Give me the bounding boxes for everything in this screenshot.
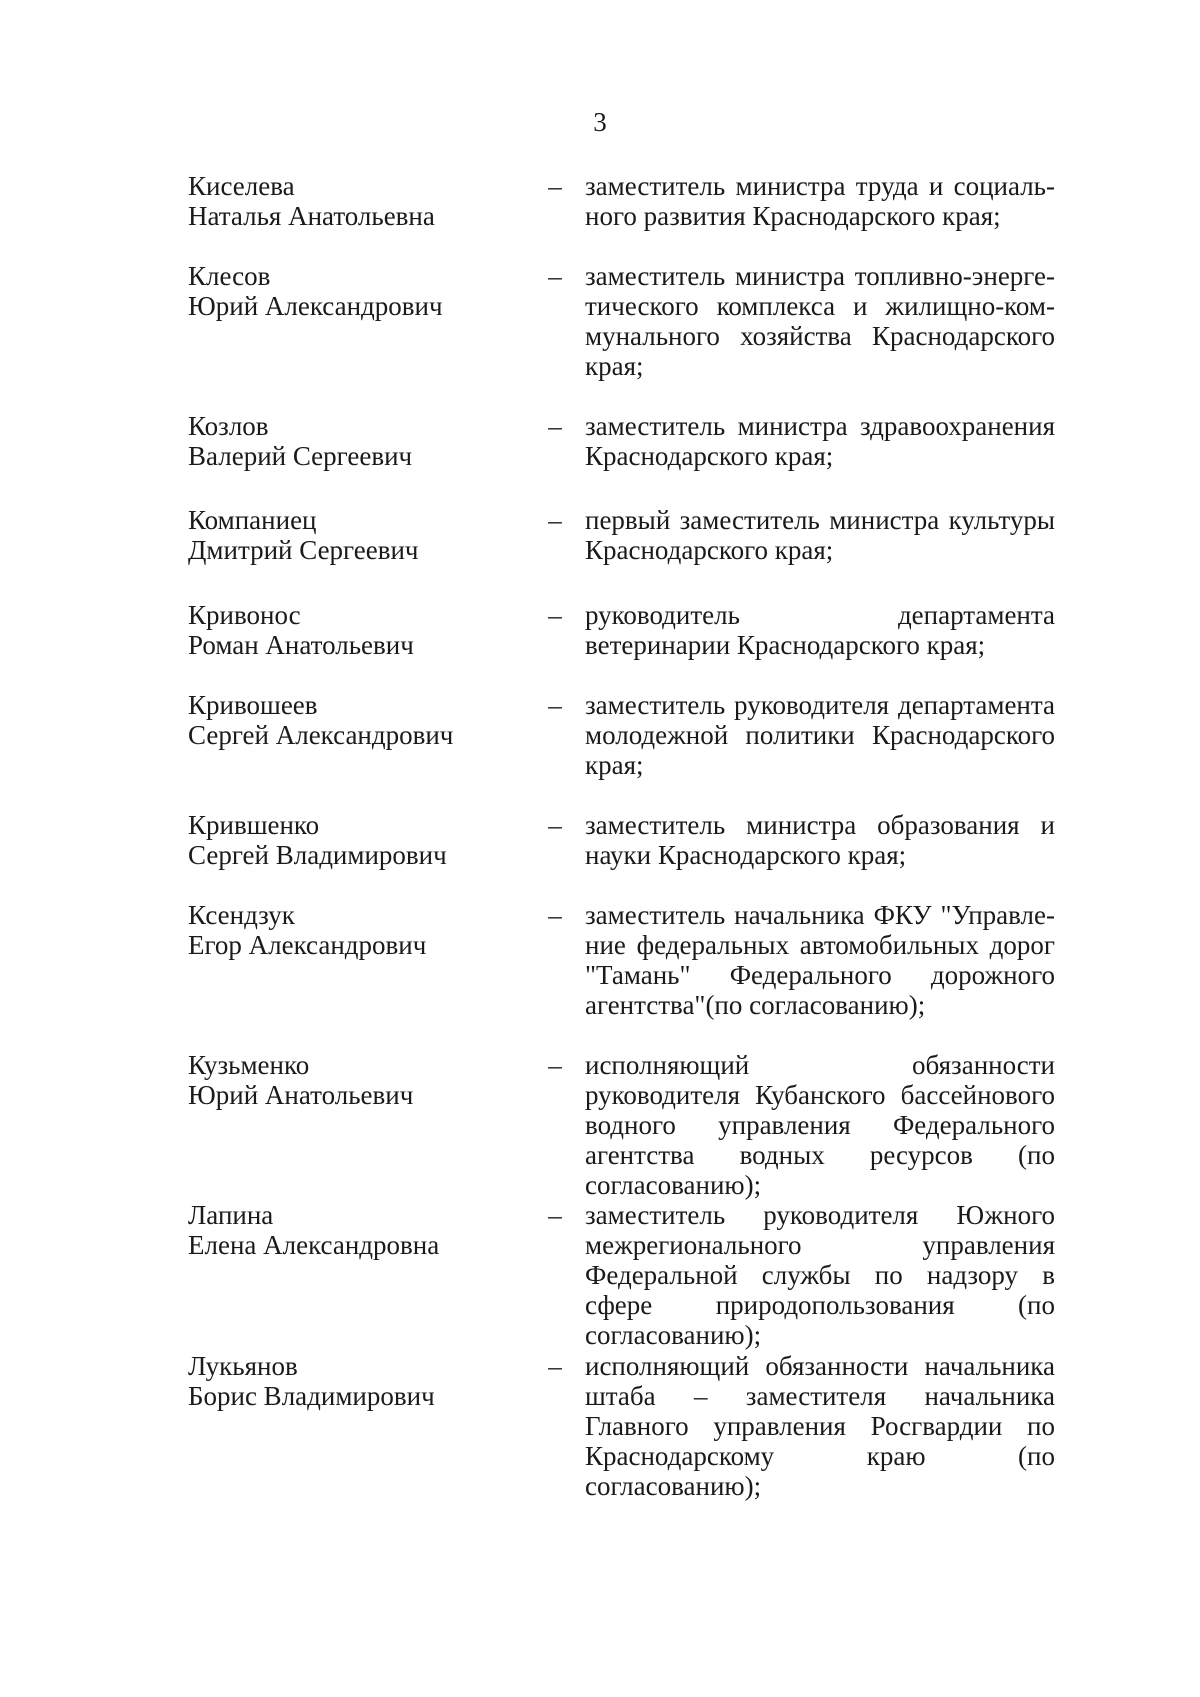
dash-separator: – [548, 900, 562, 930]
member-position: исполняющий обязанности начальника штаба – заместителя начальника Главного управления Росгвардии по Краснодарскому краю (по согласованию); [585, 1351, 1055, 1501]
member-position: заместитель министра труда и социального развития Краснодарского края; [585, 171, 1055, 231]
member-position: заместитель министра образования и науки Краснодарского края; [585, 810, 1055, 870]
member-position: заместитель руководителя Южного межрегионального управления Федеральной службы по надзору в сфере природопользования (по согласованию); [585, 1200, 1055, 1350]
member-name [188, 411, 528, 471]
dash-separator: – [548, 505, 562, 535]
dash-separator: – [548, 1351, 562, 1381]
member-surname: Киселева [188, 171, 295, 201]
member-given-names: Наталья Анатольевна [188, 201, 435, 231]
member-surname: Кривошеев [188, 690, 318, 720]
member-surname: Кузьменко [188, 1050, 310, 1080]
member-given-names: Валерий Сергеевич [188, 441, 413, 471]
member-position: руководитель департамента ветеринарии Краснодарского края; [585, 600, 1055, 660]
dash-separator: – [548, 810, 562, 840]
member-position: заместитель начальника ФКУ "Управление федеральных автомобильных дорог "Тамань" Федерального дорожного агентства"(по согласованию); [585, 900, 1055, 1020]
dash-separator: – [548, 690, 562, 720]
member-surname: Кривонос [188, 600, 301, 630]
member-name [188, 690, 528, 750]
dash-separator: – [548, 411, 562, 441]
dash-separator: – [548, 600, 562, 630]
member-name [188, 261, 528, 321]
dash-separator: – [548, 261, 562, 291]
dash-separator: – [548, 1050, 562, 1080]
member-name [188, 900, 528, 960]
member-surname: Крившенко [188, 810, 320, 840]
member-name [188, 171, 528, 231]
member-surname: Клесов [188, 261, 271, 291]
member-surname: Козлов [188, 411, 269, 441]
member-surname: Компаниец [188, 505, 317, 535]
member-position: заместитель министра топливно-энергетического комплекса и жилищно-коммунального хозяйства Краснодарского края; [585, 261, 1055, 381]
member-given-names: Юрий Анатольевич [188, 1080, 414, 1110]
member-given-names: Егор Александрович [188, 930, 427, 960]
member-name [188, 1351, 528, 1411]
member-given-names: Роман Анатольевич [188, 630, 414, 660]
member-position: исполняющий обязанности руководителя Кубанского бассейнового водного управления Федерального агентства водных ресурсов (по согласованию); [585, 1050, 1055, 1200]
dash-separator: – [548, 171, 562, 201]
member-surname: Ксендзук [188, 900, 295, 930]
member-name [188, 505, 528, 565]
page-number: 3 [593, 107, 607, 137]
member-given-names: Борис Владимирович [188, 1381, 435, 1411]
member-surname: Лукьянов [188, 1351, 298, 1381]
member-name [188, 1200, 528, 1260]
dash-separator: – [548, 1200, 562, 1230]
member-given-names: Сергей Александрович [188, 720, 454, 750]
member-given-names: Юрий Александрович [188, 291, 443, 321]
member-name [188, 810, 528, 870]
member-surname: Лапина [188, 1200, 274, 1230]
member-name [188, 600, 528, 660]
member-name [188, 1050, 528, 1110]
member-position: заместитель министра здравоохранения Краснодарского края; [585, 411, 1055, 471]
member-position: заместитель руководителя департамента молодежной политики Краснодарского края; [585, 690, 1055, 780]
member-position: первый заместитель министра культуры Краснодарского края; [585, 505, 1055, 565]
member-given-names: Дмитрий Сергеевич [188, 535, 419, 565]
member-given-names: Сергей Владимирович [188, 840, 447, 870]
member-given-names: Елена Александровна [188, 1230, 440, 1260]
